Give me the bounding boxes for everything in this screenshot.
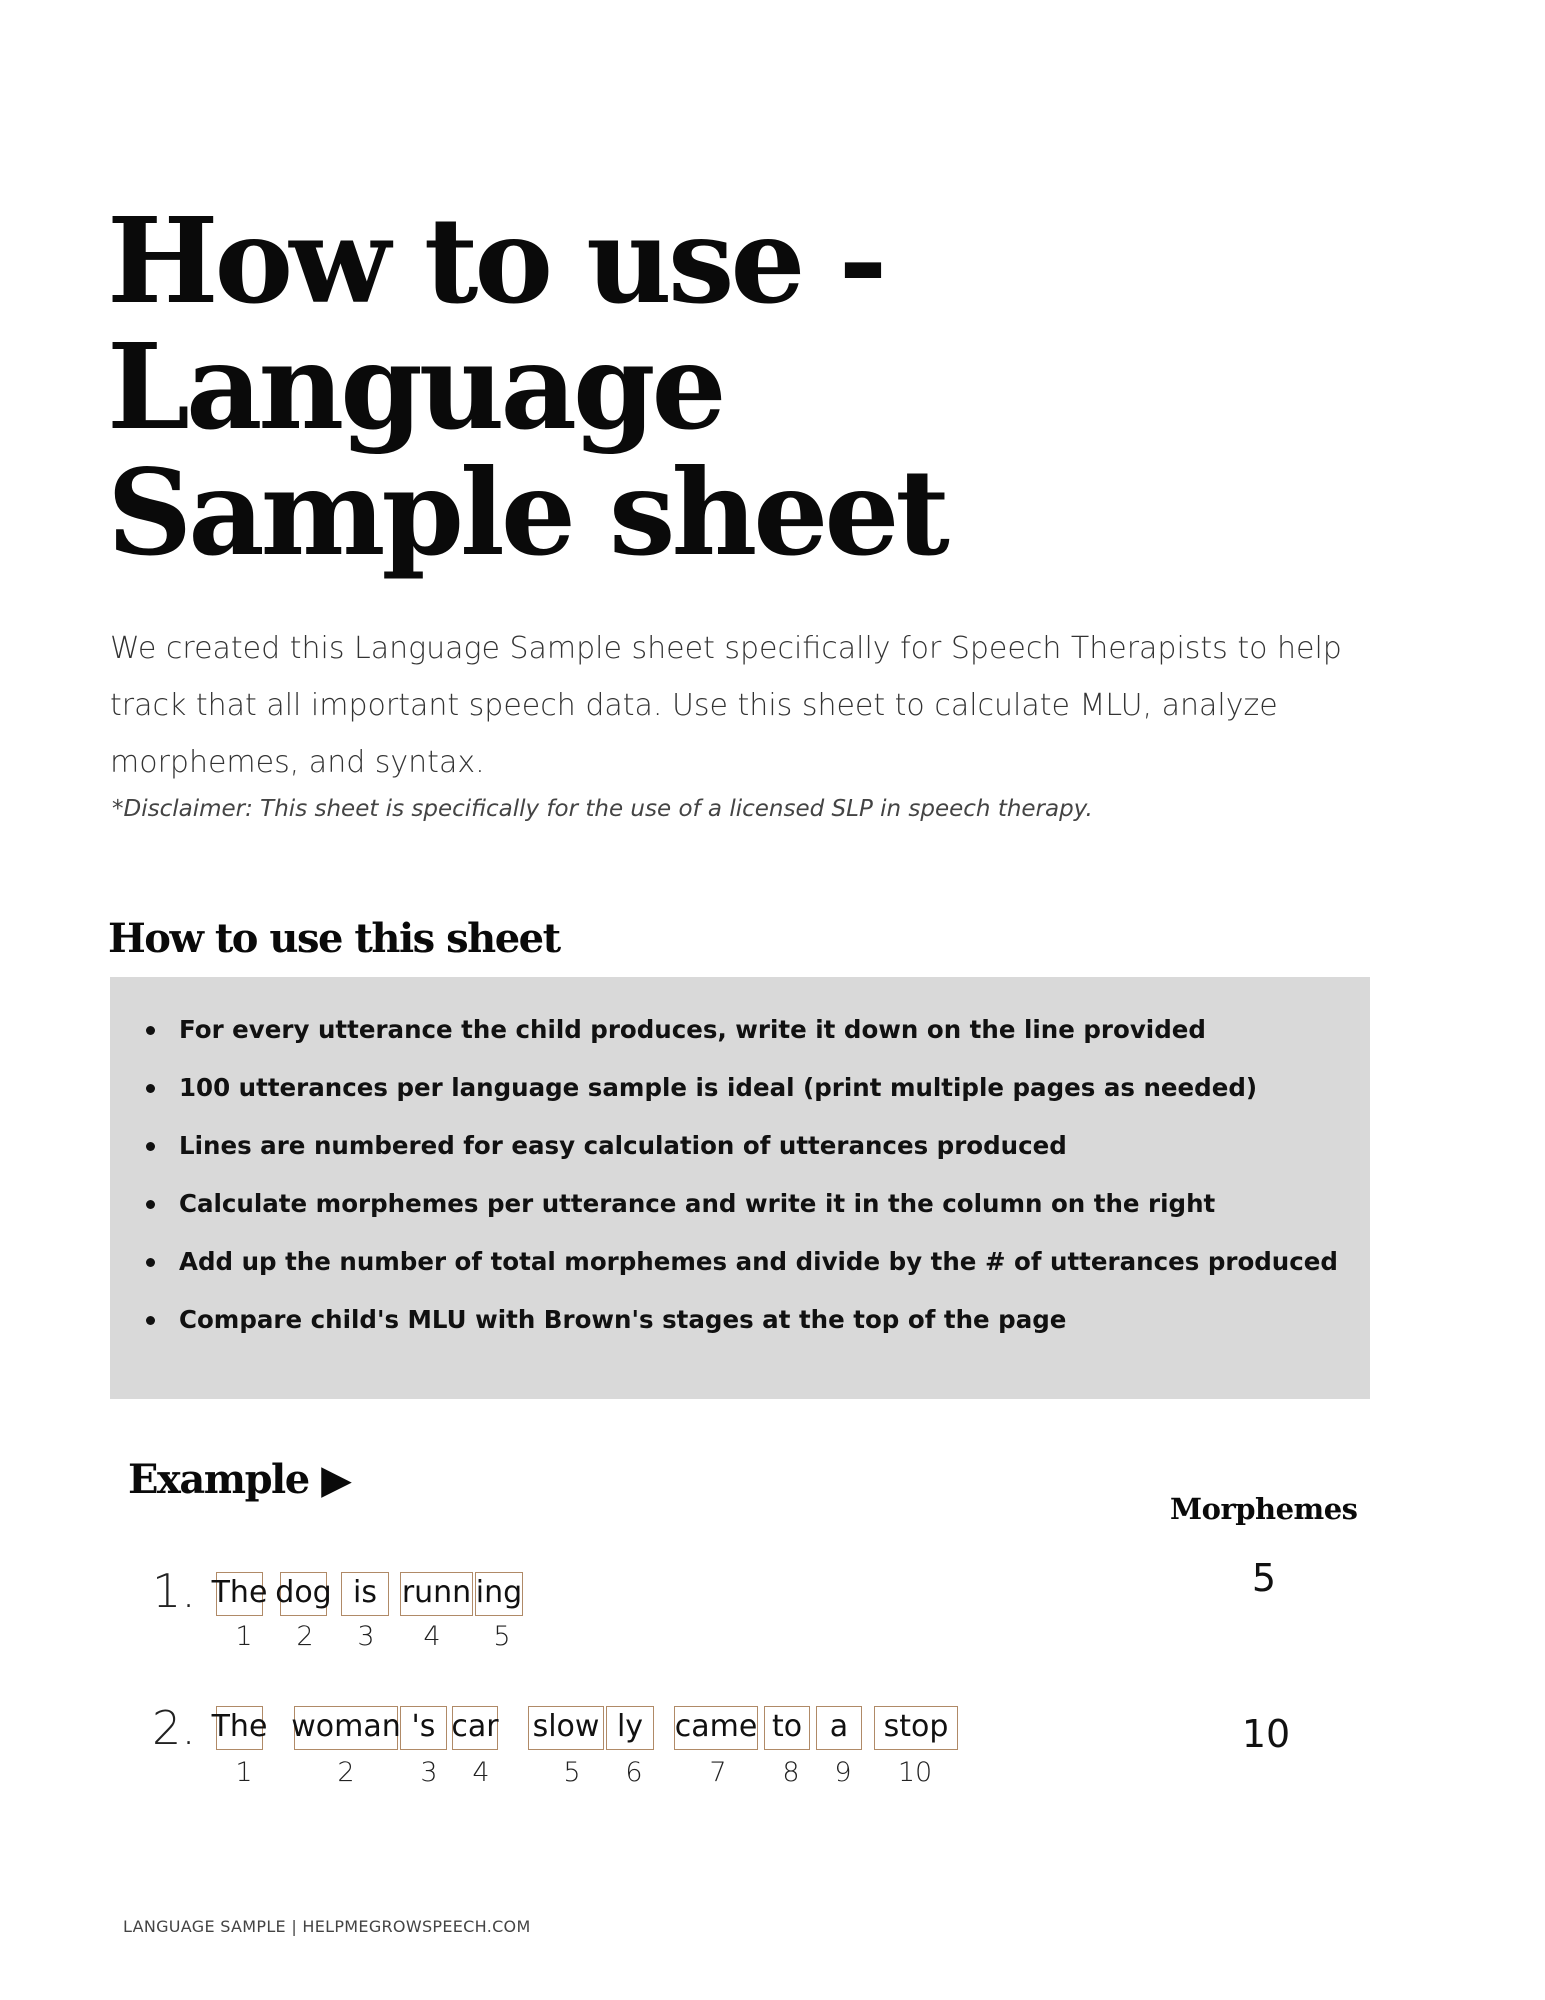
morpheme-index: 4 [423, 1621, 441, 1652]
morpheme-index: 2 [337, 1757, 355, 1788]
morpheme-count: 10 [1241, 1712, 1291, 1756]
instructions-list [110, 977, 1370, 1358]
morpheme-index: 9 [834, 1757, 852, 1788]
instructions-heading: How to use this sheet [108, 915, 560, 962]
instruction-item: Lines are numbered for easy calculation of utterances produced [110, 1126, 1370, 1184]
morpheme-index: 3 [357, 1621, 375, 1652]
morpheme-index: 3 [420, 1757, 438, 1788]
disclaimer: *Disclaimer: This sheet is specifically for the use of a licensed SLP in speech therapy. [112, 796, 1093, 822]
morpheme-index: 1 [235, 1757, 253, 1788]
morpheme-index: 5 [563, 1757, 581, 1788]
morpheme-index: 7 [709, 1757, 727, 1788]
instruction-item: Add up the number of total morphemes and divide by the # of utterances produced [110, 1242, 1370, 1300]
utterance-number: 2. [152, 1701, 196, 1755]
instructions-box [110, 977, 1370, 1399]
morpheme-token: dog [280, 1572, 327, 1616]
morpheme-index: 6 [625, 1757, 643, 1788]
title-line-2: Language [107, 317, 723, 456]
morpheme-token: to [764, 1706, 810, 1750]
instruction-item: Calculate morphemes per utterance and write it in the column on the right [110, 1184, 1370, 1242]
morphemes-column-heading: Morphemes [1170, 1492, 1358, 1526]
morpheme-index: 5 [493, 1621, 511, 1652]
morpheme-token: The [216, 1706, 263, 1750]
title-line-3: Sample sheet [107, 443, 946, 582]
morpheme-token: runn [400, 1572, 473, 1616]
instruction-item: Compare child's MLU with Brown's stages at the top of the page [110, 1300, 1370, 1358]
morpheme-index: 8 [782, 1757, 800, 1788]
morpheme-token: ing [475, 1572, 523, 1616]
morpheme-count: 5 [1251, 1556, 1277, 1600]
morpheme-token: a [816, 1706, 862, 1750]
instruction-item: For every utterance the child produces, write it down on the line provided [110, 1010, 1370, 1068]
morpheme-token: The [216, 1572, 263, 1616]
intro-paragraph: We created this Language Sample sheet specifically for Speech Therapists to help track that all important speech data. Use this sheet to calculate MLU, analyze morphemes, and syntax. [110, 631, 1342, 780]
title-line-1: How to use - [107, 191, 884, 330]
morpheme-index: 2 [296, 1621, 314, 1652]
page-title [107, 191, 946, 582]
morpheme-token: is [341, 1572, 389, 1616]
utterance-number: 1. [152, 1564, 196, 1618]
morpheme-token: 's [400, 1706, 447, 1750]
morpheme-token: ly [606, 1706, 654, 1750]
morpheme-index: 10 [897, 1757, 933, 1788]
morpheme-token: stop [874, 1706, 958, 1750]
morpheme-token: car [452, 1706, 498, 1750]
morpheme-token: woman [294, 1706, 398, 1750]
footer-text: LANGUAGE SAMPLE | HELPMEGROWSPEECH.COM [123, 1917, 531, 1936]
morpheme-token: came [674, 1706, 758, 1750]
instruction-item: 100 utterances per language sample is ideal (print multiple pages as needed) [110, 1068, 1370, 1126]
morpheme-index: 4 [472, 1757, 490, 1788]
morpheme-token: slow [528, 1706, 604, 1750]
morpheme-index: 1 [235, 1621, 253, 1652]
example-heading: Example ▶ [128, 1456, 351, 1503]
